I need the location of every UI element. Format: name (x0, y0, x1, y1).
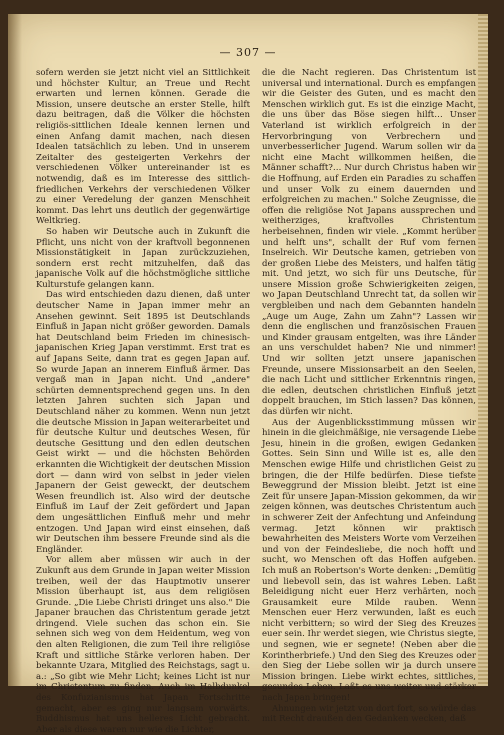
right-column (262, 68, 476, 725)
paragraph: Aus der Augenblicksstimmung müssen wir hinein in die gleichmäßige, nie versagende Liebe Jesu, hinein in die großen, ewigen Gedanken Gottes. Sein Sinn und Wille ist es, alle den Menschen ewige Hilfe und christlichen Geist zu bringen, die der Hilfe bedürfen. Diese tiefste Beweggrund der Mission bleibt. Jetzt ist eine Zeit für unsere Japan-Mission gekommen, da wir zeigen können, was deutsches Christentum auch in schwerer Zeit der Anfechtung und Anfeindung vermag. Jetzt können wir praktisch bewahrheiten des Meisters Worte vom Verzeihen und von der Feindesliebe, die noch hofft und sucht, wo Menschen oft das Hoffen aufgeben. Ich muß an Robertson's Worte denken: „Demütig und liebevoll sein, das ist wahres Leben. Laßt Beleidigung nicht euer Herz verhärten, noch Grausamkeit eure Milde rauben. Wenn Menschen euer Herz verwunden, laßt es euch nicht verbittern; so wird der Sieg des Kreuzes euer sein. Ihr werdet siegen, wie Christus siegte, und segnen, wie er segnete! (Neben aber die Korintherbriefe.) Und den Sieg des Kreuzes oder den Sieg der Liebe sollen wir ja durch unsere Mission bringen. Liebe wirkt echtes, sittliches, gesundes Leben. Laßt es uns weiter und stärker nach Japan bringen! (262, 417, 476, 704)
paragraph: Das wird entschieden dazu dienen, daß unter deutscher Name in Japan immer mehr an Ansehen gewinnt. Seit 1895 ist Deutschlands Einfluß in Japan nicht größer geworden. Damals hat Deutschland beim Frieden im chinesisch-japanischen Krieg Japan verstimmt. Erst trat es auf Japans Seite, dann trat es gegen Japan auf. So wurde Japan an innerem Einfluß ärmer. Das vergaß man in Japan nicht. Und „andere" schürten demnentsprechend gegen uns. In den letzten Jahren suchten sich Japan und Deutschland näher zu kommen. Wenn nun jetzt die deutsche Mission in Japan weiterarbeitet und für deutsche Kultur und deutsches Wesen, für deutsche Gesittung und den edlen deutschen Geist wirkt — und die höchsten Behörden erkannten die Wichtigkeit der deutschen Mission dort — dann wird von selbst in jeder vielen Japanern der Geist geweckt, der deutschem Wesen freundlich ist. Also wird der deutsche Einfluß im Lauf der Zeit gefördert und Japan dem ungesättlichen Einfluß mehr und mehr entzogen. Und Japan wird einst einsehen, daß wir Deutschen ihm bessere Freunde sind als die Engländer. (36, 290, 250, 555)
paragraph: So haben wir Deutsche auch in Zukunft die Pflicht, uns nicht von der kraftvoll begonnenen Missionstätigkeit in Japan zurückzuziehen, sondern erst recht mitzuhelfen, daß das japanische Volk auf die höchstmögliche sittliche Kulturstufe gelangen kann. (36, 226, 250, 290)
book-page (8, 14, 488, 735)
page-edge (478, 14, 488, 686)
left-column (36, 68, 250, 735)
paragraph: die die Nacht regieren. Das Christentum ist universal und international. Durch es empfangen wir die Geister des Guten, und es macht den Menschen wirklich gut. Es ist die einzige Macht, die uns über das Böse siegen hilft… Unser Vaterland ist wirklich erfolgreich in der Hervorbringung von Verbrechern und unverbesserlicher Jugend. Warum sollen wir da nicht eine Macht willkommen heißen, die Männer schafft?… Nur durch Christus haben wir die Hoffnung, auf Erden ein Paradies zu schaffen und unser Volk zu einem dauernden und erfolgreichen zu machen." Solche Zeugnisse, die offen die religiöse Not Japans aussprechen und weitherziges, kraftvolles Christentum herbeisehnen, finden wir viele. „Kommt herüber und helft uns", schallt der Ruf vom fernen Inselreich. Wir Deutsche kamen, getrieben von der großen Liebe des Meisters, und halfen tätig mit. Und jetzt, wo sich für uns Deutsche, für unsere Mission große Schwierigkeiten zeigen, wo Japan Deutschland Unrecht tat, da sollen wir vergbleiben und nach dem Gebannten handeln „Auge um Auge, Zahn um Zahn"? Lassen wir denn die englischen und französischen Frauen und Kinder grausam entgelten, was ihre Länder an uns verschuldet haben? Nie und nimmer! Und wir sollten jetzt unsere japanischen Freunde, unsere Missionsarbeit an den Seelen, die nach Licht und sittlicher Erkenntnis ringen, die edlen, deutschen christlichen Einfluß jetzt doppelt brauchen, im Stich lassen? Das können, das dürfen wir nicht. (262, 68, 476, 417)
paragraph: sofern werden sie jetzt nicht viel an Sittlichkeit und höchster Kultur, an Treue und Recht erwarten und lernen können. Gerade die Mission, unsere deutsche an erster Stelle, hilft dazu beitragen, daß die Völker die höchsten religiös-sittlichen Ideale kennen lernen und einen Anfang damit machen, nach diesen Idealen tatsächlich zu leben. Und in unserem Zeitalter des gesteigerten Verkehrs der verschiedenen Völker untereinander ist es notwendig, daß es im Interesse des sittlich-friedlichen Verkehrs der verschiedenen Völker zu einer Veredelung der ganzen Menschheit kommt. Das lehrt uns deutlich der gegenwärtige Weltkrieg. (36, 68, 250, 227)
page-number: — 307 — (219, 46, 277, 59)
paragraph: Vor allem aber müssen wir auch in der Zukunft aus dem Grunde in Japan weiter Mission treiben, weil der das Hauptmotiv unserer Mission überhaupt ist, aus dem religiösen Grunde. „Die Liebe Christi dringet uns also." Die Japaner brauchen das Christentum gerade jetzt dringend. Viele suchen das schon ein. Sie sehnen sich weg von dem Heidentum, weg von den alten Religionen, die zum Teil ihre religiöse Kraft und sittliche Stärke verloren haben. Der bekannte Uzara, Mitglied des Reichstags, sagt u. a.: „So gibt wie Mehr Licht; keines Licht ist nur im Christentum zu finden. Auch im Halbdunkel des Konfuzianismus hat Japan Fortschritte gemacht, aber es ging nur langsam vorwärts. Buddhismus hat uns helleres Licht gebracht. Aber als diese waren nur wie die Lichter, (36, 555, 250, 735)
paragraph: Ahnungen wir jetzt von dort fort, so würde das mit Recht draußen den Gedanken wecken, daß (262, 703, 476, 725)
page-spine-shadow (8, 14, 22, 686)
